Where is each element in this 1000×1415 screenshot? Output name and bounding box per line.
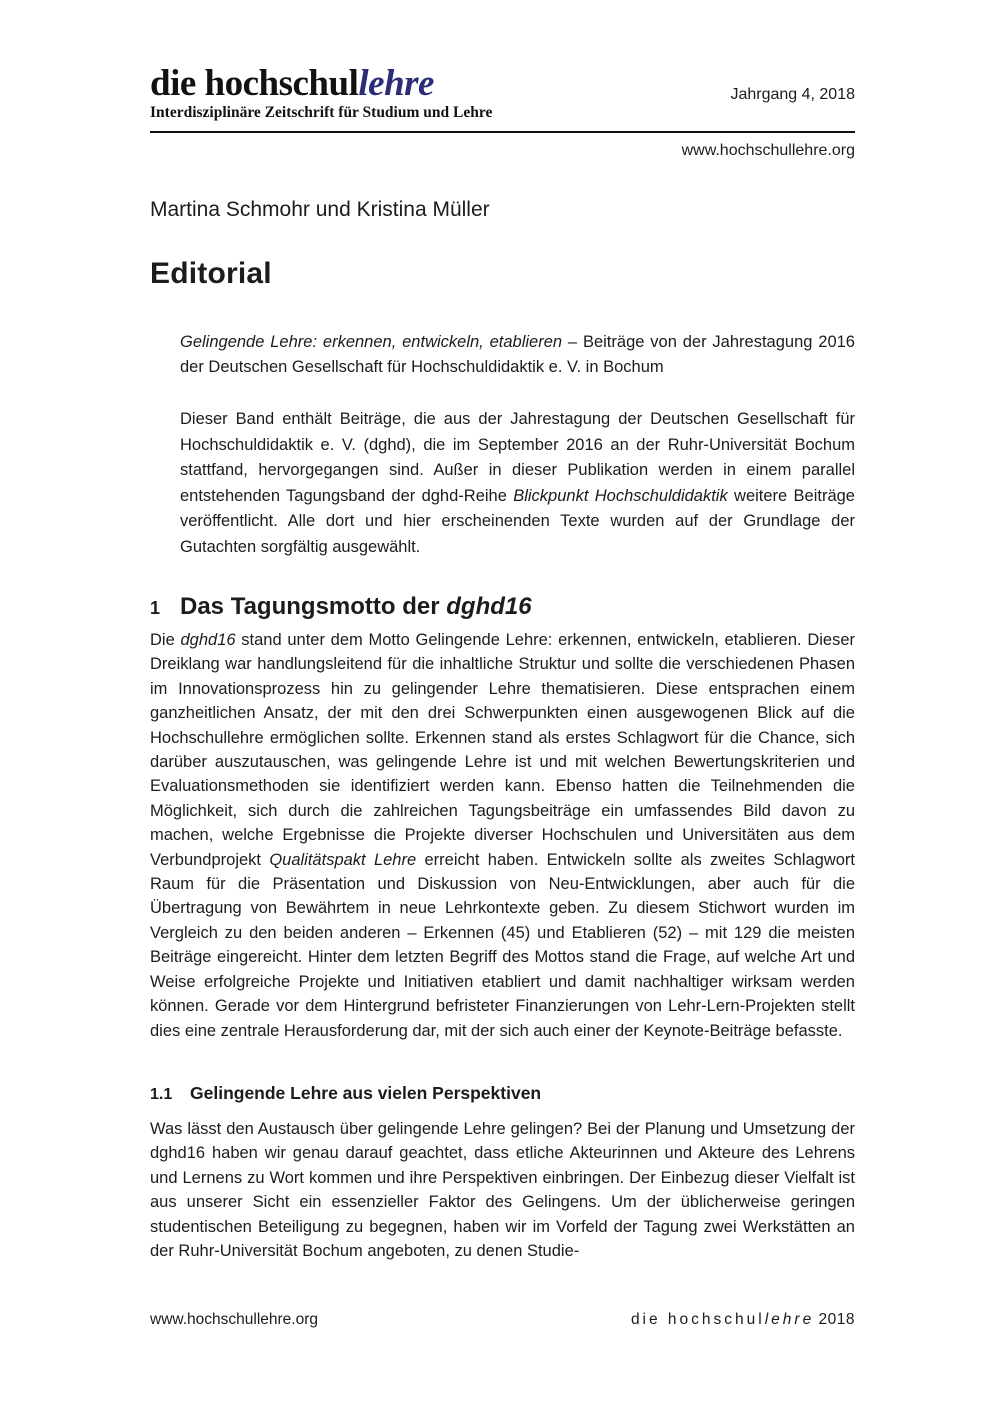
header-website: www.hochschullehre.org (681, 142, 855, 159)
header-divider (150, 131, 855, 133)
intro-paragraph (180, 407, 855, 560)
section-1-1-heading (150, 1081, 855, 1107)
section-1-text-a: Die (150, 631, 181, 649)
page-footer (150, 1310, 855, 1330)
journal-logo (150, 65, 492, 123)
section-1-text-b: stand unter dem Motto Gelingende Lehre: erkennen, entwickeln, etablieren. Dieser Dreiklang war handlungsleitend für die inhaltliche Struktur und sollte die verschiedenen Phasen im Innovationsprozess hin zu gelingender Lehre thematisieren. Diese entsprachen einem ganzheitlichen Ansatz, der mit den drei Schwerpunkten einen ausgewogenen Blick auf die Hochschullehre ermöglichen sollte. Erkennen stand als erstes Schlagwort für die Chance, sich darüber auszutauschen, was gelingende Lehre ist und mit welchen Bewertungskriterien und Evaluationsmethoden sie identifiziert werden kann. Ebenso hatten die Teilnehmenden die Möglichkeit, sich durch die zahlreichen Tagungsbeiträge ein umfassendes Bild davon zu machen, welche Ergebnisse die Projekte diverser Hochschulen und Universitäten aus dem Verbundprojekt (150, 631, 856, 869)
footer-journal-regular: die hochschul (630, 1311, 765, 1328)
intro-text-2: weitere Beiträge veröffentlicht. Alle dort und hier erscheinenden Texte wurden auf der Grundlage der Gutachten sorgfältig ausgewählt. (180, 486, 855, 556)
section-1-heading (150, 592, 855, 623)
section-1-text-c: erreicht haben. Entwickeln sollte als zweites Schlagwort Raum für die Präsentation und Diskussion von Neu-Entwicklungen, aber auch für die Übertragung von Bewährtem in neue Lehrkontexte geben. Zu diesem Stichwort wurden im Vergleich zu den beiden anderen – Erkennen (45) und Etablieren (52) – mit 129 die meisten Beiträge eingereicht. Hinter dem letzten Begriff des Mottos stand die Frage, auf welche Art und Weise erfolgreiche Projekte und Initiativen etabliert und damit nachhaltiger wirksam werden können. Gerade vor dem Hintergrund befristeter Finanzierungen von Lehr-Lern-Projekten stellt dies eine zentrale Herausforderung dar, mit der sich auch einer der Keynote-Beiträge befasste. (150, 850, 855, 1040)
section-1-1-title: Gelingende Lehre aus vielen Perspektiven (190, 1082, 542, 1103)
section-1-number: 1 (150, 598, 161, 618)
section-1-1-paragraph: Was lässt den Austausch über gelingende Lehre gelingen? Bei der Planung und Umsetzung der dghd16 haben wir genau darauf geachtet, dass etliche Akteurinnen und Akteure des Lehrens und Lernens zu Wort kommen und ihre Perspektiven einbringen. Der Einbezug dieser Vielfalt ist aus unserer Sicht ein essenzieller Faktor des Gelingens. Um der üblicherweise geringen studentischen Beteiligung zu begegnen, haben wir im Vorfeld der Tagung zwei Werkstätten an der Ruhr-Universität Bochum angeboten, zu denen Studie- (150, 1119, 855, 1260)
journal-header (150, 65, 855, 161)
issue-label: Jahrgang 4, 2018 (730, 86, 855, 103)
header-top-row (150, 65, 855, 123)
abstract-paragraph (180, 330, 855, 380)
abstract-rest: – Beiträge von der Jahrestagung 2016 der Deutschen Gesellschaft für Hochschuldidaktik e. V. in Bochum (180, 333, 855, 376)
journal-logo-wordmark (150, 65, 492, 103)
section-1-1-number: 1.1 (150, 1085, 173, 1103)
section-1-italic-qualitaetspakt: Qualitätspakt Lehre (269, 850, 417, 869)
authors-line: Martina Schmohr und Kristina Müller (150, 198, 490, 221)
section-1-title-italic: dghd16 (446, 593, 532, 620)
footer-journal-name (631, 1310, 855, 1330)
abstract-italic-motto: Gelingende Lehre: erkennen, entwickeln, etablieren (180, 333, 563, 351)
section-1-title: Das Tagungsmotto der (180, 593, 447, 620)
article-title: Editorial (150, 257, 272, 290)
section-1-italic-dghd16: dghd16 (180, 631, 236, 649)
intro-text-1: Dieser Band enthält Beiträge, die aus der Jahrestagung der Deutschen Gesellschaft für Hochschuldidaktik e. V. (dghd), die im September 2016 an der Ruhr-Universität Bochum stattfand, hervorgegangen sind. Außer in dieser Publikation werden in einem parallel entstehenden Tagungsband der dghd-Reihe (180, 410, 855, 505)
section-1-paragraph (150, 628, 855, 1043)
footer-website: www.hochschullehre.org (150, 1311, 319, 1328)
intro-italic-series: Blickpunkt Hochschuldidaktik (513, 486, 728, 505)
footer-year: 2018 (818, 1311, 855, 1328)
journal-logo-accent: lehre (358, 63, 434, 104)
journal-logo-subtitle: Interdisziplinäre Zeitschrift für Studium und Lehre (150, 104, 493, 121)
footer-journal-italic: lehre (764, 1311, 815, 1328)
journal-logo-regular: die hochschul (150, 63, 359, 104)
